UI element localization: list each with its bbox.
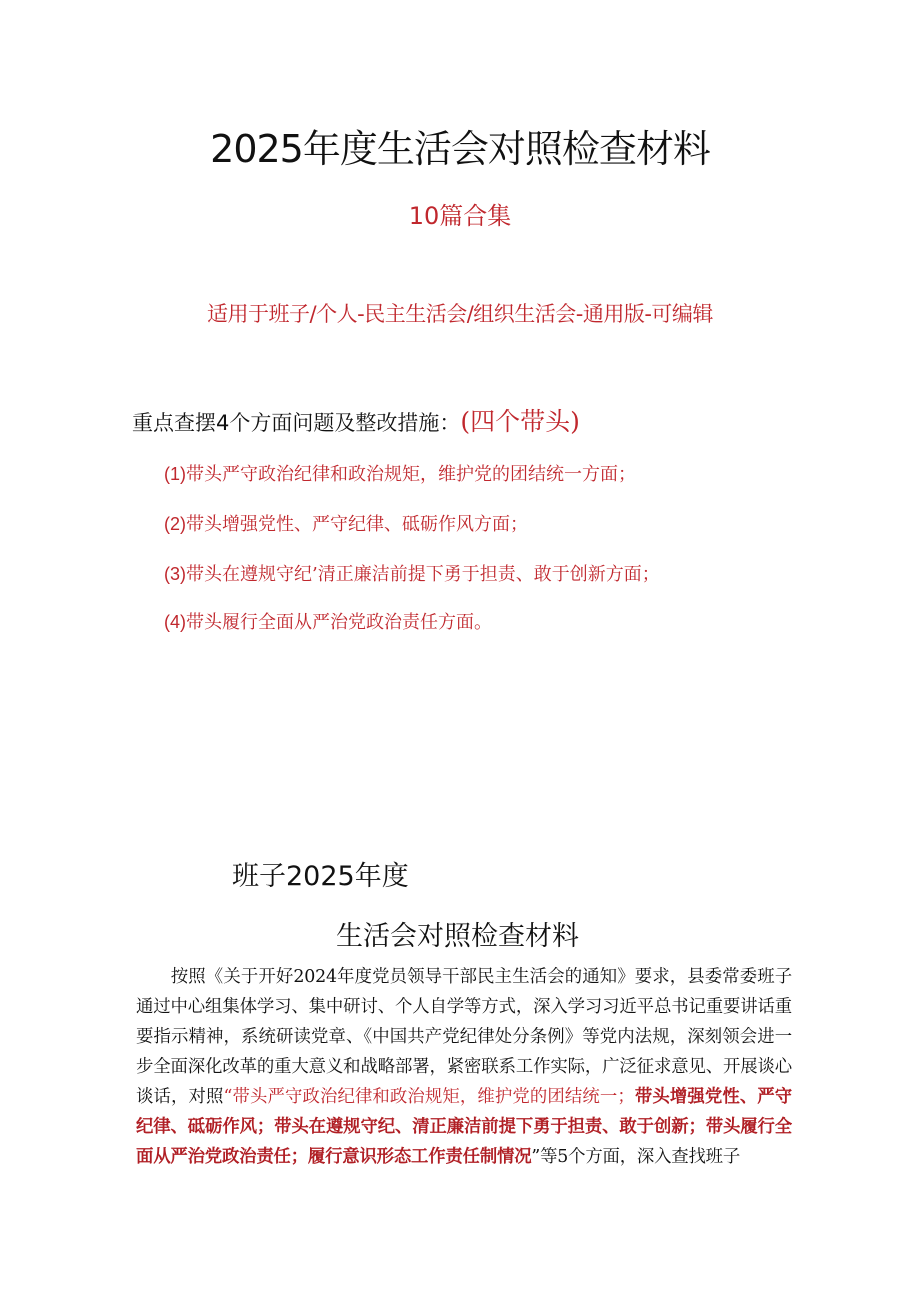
focus-item-number: (3) — [164, 564, 186, 584]
focus-item-text: 带头履行全面从严治党政治责任方面。 — [186, 612, 492, 633]
focus-item-text: 带头在遵规守纪’清正廉洁前提下勇于担责、敢于创新方面； — [186, 564, 660, 585]
focus-item-3 — [164, 560, 660, 586]
focus-item-number: (2) — [164, 514, 186, 534]
paragraph-part-1: 按照《关于开好2024年度党员领导干部民主生活会的通知》要求，县委常委班子通过中心组集体学习、集中研讨、个人自学等方式，深入学习习近平总书记重要讲话重要指示精神，系统研读党章、《中国共产党纪律处分条例》等党内法规，深刻领会进一步全面深化改革的重大意义和战略部署，紧密联系工作实际，广泛征求意见、开展谈心谈话，对照 — [136, 967, 792, 1107]
focus-item-text: 带头增强党性、严守纪律、砥砺作风方面； — [186, 514, 528, 535]
focus-heading-text: 重点查摆4个方面问题及整改措施： — [132, 411, 461, 435]
focus-item-2 — [164, 510, 528, 536]
section-title-line2: 生活会对照检查材料 — [336, 921, 579, 952]
focus-heading-paren: (四个带头) — [460, 407, 580, 436]
focus-item-number: (4) — [164, 612, 186, 632]
paragraph-part-3: 带头增强党性、严守纪律、砥砺作风；带头在遵规守纪、清正廉洁前提下勇于担责、敢于创新；带头履行全面从严治党政治责任；履行意识形态工作责任制情况 — [136, 1087, 792, 1167]
body-paragraph — [136, 962, 792, 1172]
focus-item-number: (1) — [164, 464, 186, 484]
document-subtitle: 10篇合集 — [408, 202, 512, 230]
paragraph-part-4: ”等5个方面，深入查找班子 — [531, 1147, 741, 1167]
focus-item-4 — [164, 608, 492, 634]
focus-item-1 — [164, 460, 636, 486]
focus-heading — [132, 402, 580, 438]
focus-item-text: 带头严守政治纪律和政治规矩，维护党的团结统一方面； — [186, 464, 636, 485]
applies-to-note: 适用于班子/个人-民主生活会/组织生活会-通用版-可编辑 — [207, 302, 713, 326]
document-title: 2025年度生活会对照检查材料 — [210, 127, 710, 171]
section-title-line1: 班子2025年度 — [232, 861, 409, 892]
paragraph-part-2: “带头严守政治纪律和政治规矩，维护党的团结统一； — [223, 1087, 635, 1107]
